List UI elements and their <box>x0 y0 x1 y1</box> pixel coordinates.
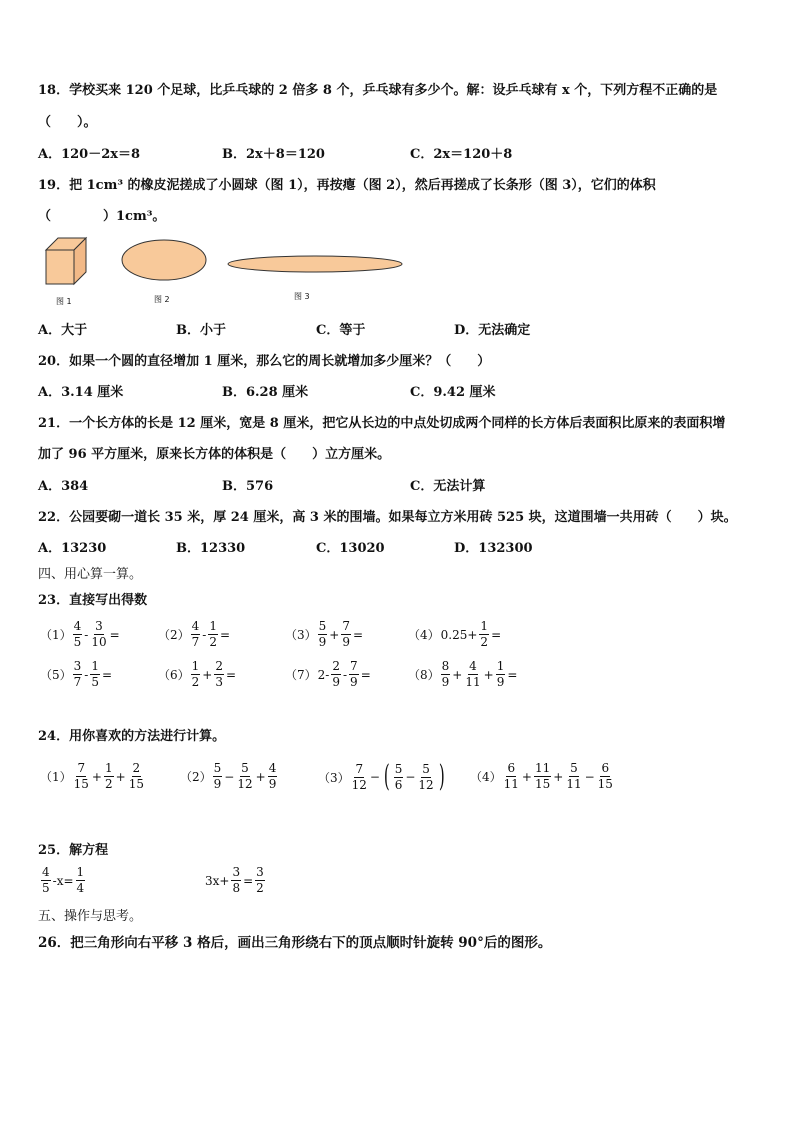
q18-stem-line2: （ ）。 <box>38 115 97 130</box>
operator: + <box>202 667 213 682</box>
numerator: 5 <box>318 619 327 633</box>
operator: = <box>491 627 502 642</box>
numerator: 3 <box>256 865 264 879</box>
numerator: 4 <box>191 619 200 633</box>
denominator: 9 <box>441 675 450 689</box>
item-label: （7） <box>285 668 317 682</box>
q18-option-a: A．120－2x＝8 <box>38 147 141 162</box>
denominator: 8 <box>232 881 241 895</box>
q21-option-c: C．无法计算 <box>410 479 486 494</box>
denominator: 2 <box>191 675 200 689</box>
item-label: （8） <box>408 668 440 682</box>
numerator: 4 <box>73 619 82 633</box>
operator: − <box>584 769 595 784</box>
q21-stem-line1: 21．一个长方体的长是 12 厘米，宽是 8 厘米，把它从长边的中点处切成两个同样的长方体后表面积比原来的表面积增 <box>38 416 726 431</box>
fraction <box>214 660 224 689</box>
denominator: 9 <box>318 635 327 649</box>
denominator: 5 <box>91 675 99 689</box>
operator: 2- <box>317 667 330 682</box>
numerator: 1 <box>496 659 505 673</box>
denominator: 9 <box>350 675 358 689</box>
numerator: 5 <box>241 761 249 775</box>
q24-item-3 <box>318 759 447 794</box>
figure-3-label: 图 3 <box>294 292 310 301</box>
q19-option-b: B．小于 <box>176 323 226 338</box>
fraction <box>534 762 551 791</box>
q20-option-b: B．6.28 厘米 <box>222 385 309 400</box>
operator: = <box>219 627 231 642</box>
fraction <box>441 660 451 689</box>
numerator: 2 <box>332 659 340 673</box>
numerator: 1 <box>209 619 217 633</box>
numerator: 1 <box>76 865 85 879</box>
operator: − <box>369 770 380 784</box>
numerator: 7 <box>355 761 364 776</box>
q22-stem: 22．公园要砌一道长 35 米，厚 24 厘米，高 3 米的围墙。如果每立方米用砖 525 块，这道围墙一共用砖（ ）块。 <box>38 510 737 525</box>
figure-1-cube <box>44 236 89 288</box>
denominator: 7 <box>191 635 200 649</box>
operator: - <box>202 627 207 642</box>
fraction <box>417 763 434 792</box>
q23-item-7 <box>285 660 372 689</box>
q20-option-c: C．9.42 厘米 <box>410 385 496 400</box>
fraction <box>318 620 328 649</box>
numerator: 2 <box>215 659 223 673</box>
q22-option-c: C．13020 <box>316 541 385 556</box>
fraction <box>191 660 201 689</box>
item-label: （6） <box>158 668 190 682</box>
numerator: 6 <box>507 761 516 775</box>
numerator: 4 <box>42 865 50 879</box>
numerator: 5 <box>394 761 403 776</box>
fraction <box>331 660 341 689</box>
denominator: 9 <box>332 675 340 689</box>
item-label: （3） <box>318 770 350 785</box>
right-paren: ) <box>438 759 445 794</box>
fraction <box>76 866 86 895</box>
denominator: 9 <box>496 675 505 689</box>
denominator: 15 <box>128 777 144 791</box>
q25-title: 25．解方程 <box>38 843 109 858</box>
q23-item-8 <box>408 660 518 689</box>
denominator: 12 <box>418 777 434 792</box>
numerator: 5 <box>213 761 222 775</box>
numerator: 2 <box>132 761 141 775</box>
fraction <box>496 660 506 689</box>
operator: + <box>521 769 532 784</box>
fraction <box>341 620 351 649</box>
fraction <box>268 762 278 791</box>
item-label: （2） <box>158 628 190 642</box>
fraction <box>208 620 218 649</box>
numerator: 4 <box>469 659 477 673</box>
q23-item-5 <box>40 660 113 689</box>
q24-item-2 <box>180 762 278 791</box>
q25-equation-2 <box>204 866 266 895</box>
fraction <box>90 620 107 649</box>
fraction <box>104 762 114 791</box>
denominator: 2 <box>104 777 113 791</box>
q19-stem-line1: 19．把 1cm³ 的橡皮泥搓成了小圆球（图 1），再按瘪（图 2），然后再搓成了长条形（图 3），它们的体积 <box>38 178 656 193</box>
fraction <box>349 660 359 689</box>
fraction <box>41 866 51 895</box>
fraction <box>191 620 201 649</box>
denominator: 9 <box>342 635 350 649</box>
numerator: 7 <box>350 659 358 673</box>
operator: = <box>225 667 237 682</box>
fraction <box>255 866 265 895</box>
q21-option-b: B．576 <box>222 479 274 494</box>
denominator: 2 <box>209 635 217 649</box>
operator: + <box>452 667 463 682</box>
operator: - <box>342 667 348 682</box>
numerator: 1 <box>480 619 489 633</box>
figure-3-long-strip <box>226 254 406 276</box>
item-label: （4） <box>408 628 440 642</box>
operator: + <box>115 769 126 784</box>
numerator: 3 <box>232 865 241 879</box>
section-5-heading: 五、操作与思考。 <box>38 909 143 924</box>
numerator: 7 <box>342 619 350 633</box>
q23-title: 23．直接写出得数 <box>38 593 148 608</box>
denominator: 15 <box>73 777 89 791</box>
q18-stem-line1: 18．学校买来 120 个足球，比乒乓球的 2 倍多 8 个，乒乓球有多少个。解：设乒乓球有 x 个，下列方程不正确的是 <box>38 83 718 98</box>
denominator: 11 <box>566 777 582 791</box>
denominator: 12 <box>237 777 253 791</box>
operator: = <box>109 627 120 642</box>
fraction <box>236 762 253 791</box>
operator: + <box>553 769 564 784</box>
fraction <box>73 620 83 649</box>
operator: = <box>101 667 113 682</box>
operator: = <box>507 667 518 682</box>
left-paren: ( <box>383 759 390 794</box>
fraction <box>479 620 489 649</box>
operator: - <box>84 627 89 642</box>
operator: 3x+ <box>205 873 230 888</box>
item-label: （1） <box>40 628 72 642</box>
figure-1-label: 图 1 <box>56 297 72 306</box>
figure-2-label: 图 2 <box>154 295 170 304</box>
q24-item-1 <box>40 762 146 791</box>
denominator: 3 <box>215 675 223 689</box>
operator: + <box>483 667 494 682</box>
fraction <box>597 762 614 791</box>
operator: -x= <box>52 873 74 888</box>
numerator: 4 <box>268 761 277 775</box>
item-label: （5） <box>40 668 72 682</box>
q19-option-a: A．大于 <box>38 323 88 338</box>
q23-item-3 <box>285 620 364 649</box>
fraction <box>464 660 481 689</box>
denominator: 6 <box>394 777 403 792</box>
q19-stem-line2: （ ）1cm³。 <box>38 209 166 224</box>
fraction <box>231 866 241 895</box>
item-label: （1） <box>40 770 72 784</box>
numerator: 8 <box>441 659 450 673</box>
denominator: 15 <box>597 777 613 791</box>
denominator: 10 <box>91 635 107 649</box>
numerator: 6 <box>601 761 610 775</box>
fraction <box>73 660 83 689</box>
denominator: 11 <box>465 675 481 689</box>
q23-item-1 <box>40 620 121 649</box>
operator: + <box>329 627 340 642</box>
denominator: 2 <box>256 881 264 895</box>
fraction <box>213 762 223 791</box>
numerator: 1 <box>104 761 113 775</box>
q18-option-c: C．2x＝120＋8 <box>410 147 513 162</box>
numerator: 5 <box>570 761 578 775</box>
denominator: 9 <box>268 777 277 791</box>
denominator: 5 <box>73 635 82 649</box>
numerator: 5 <box>422 761 430 776</box>
operator: + <box>255 769 266 784</box>
operator: − <box>224 769 235 784</box>
q21-stem-line2: 加了 96 平方厘米，原来长方体的体积是（ ）立方厘米。 <box>38 447 391 462</box>
denominator: 2 <box>480 635 489 649</box>
numerator: 1 <box>191 659 200 673</box>
operator: + <box>91 769 102 784</box>
section-4-heading: 四、用心算一算。 <box>38 567 143 582</box>
q22-option-d: D．132300 <box>454 541 533 556</box>
q21-option-a: A．384 <box>38 479 89 494</box>
q20-stem: 20．如果一个圆的直径增加 1 厘米，那么它的周长就增加多少厘米？（ ） <box>38 354 491 369</box>
q23-item-4 <box>408 620 502 649</box>
operator: 0.25+ <box>440 627 478 642</box>
q23-item-6 <box>158 660 237 689</box>
fraction <box>128 762 145 791</box>
q25-equation-1 <box>40 866 86 895</box>
numerator: 3 <box>73 659 82 673</box>
denominator: 11 <box>503 777 519 791</box>
q18-option-b: B．2x＋8＝120 <box>222 147 325 162</box>
numerator: 3 <box>95 619 103 633</box>
numerator: 7 <box>77 761 86 775</box>
fraction <box>351 763 368 792</box>
q26-stem: 26．把三角形向右平移 3 格后，画出三角形绕右下的顶点顺时针旋转 90°后的图形。 <box>38 935 552 951</box>
q19-option-c: C．等于 <box>316 323 366 338</box>
fraction <box>73 762 90 791</box>
fraction <box>394 763 404 792</box>
q19-option-d: D．无法确定 <box>454 323 531 338</box>
operator: = <box>243 873 254 888</box>
item-label: （2） <box>180 770 212 784</box>
fraction <box>565 762 582 791</box>
operator: − <box>405 770 416 784</box>
fraction <box>90 660 100 689</box>
operator: - <box>84 667 89 682</box>
fraction <box>503 762 520 791</box>
numerator: 1 <box>91 659 99 673</box>
denominator: 12 <box>351 777 367 792</box>
q22-option-b: B．12330 <box>176 541 246 556</box>
figure-2-flattened-ball <box>120 238 210 284</box>
denominator: 5 <box>42 881 50 895</box>
denominator: 15 <box>534 777 551 791</box>
numerator: 11 <box>534 761 551 775</box>
operator: = <box>360 667 371 682</box>
q24-title: 24．用你喜欢的方法进行计算。 <box>38 729 226 744</box>
denominator: 7 <box>73 675 82 689</box>
q23-item-2 <box>158 620 231 649</box>
item-label: （4） <box>470 770 502 784</box>
q24-item-4 <box>470 762 615 791</box>
denominator: 4 <box>76 881 85 895</box>
operator: = <box>352 627 364 642</box>
q22-option-a: A．13230 <box>38 541 107 556</box>
q20-option-a: A．3.14 厘米 <box>38 385 124 400</box>
denominator: 9 <box>213 777 222 791</box>
item-label: （3） <box>285 628 317 642</box>
